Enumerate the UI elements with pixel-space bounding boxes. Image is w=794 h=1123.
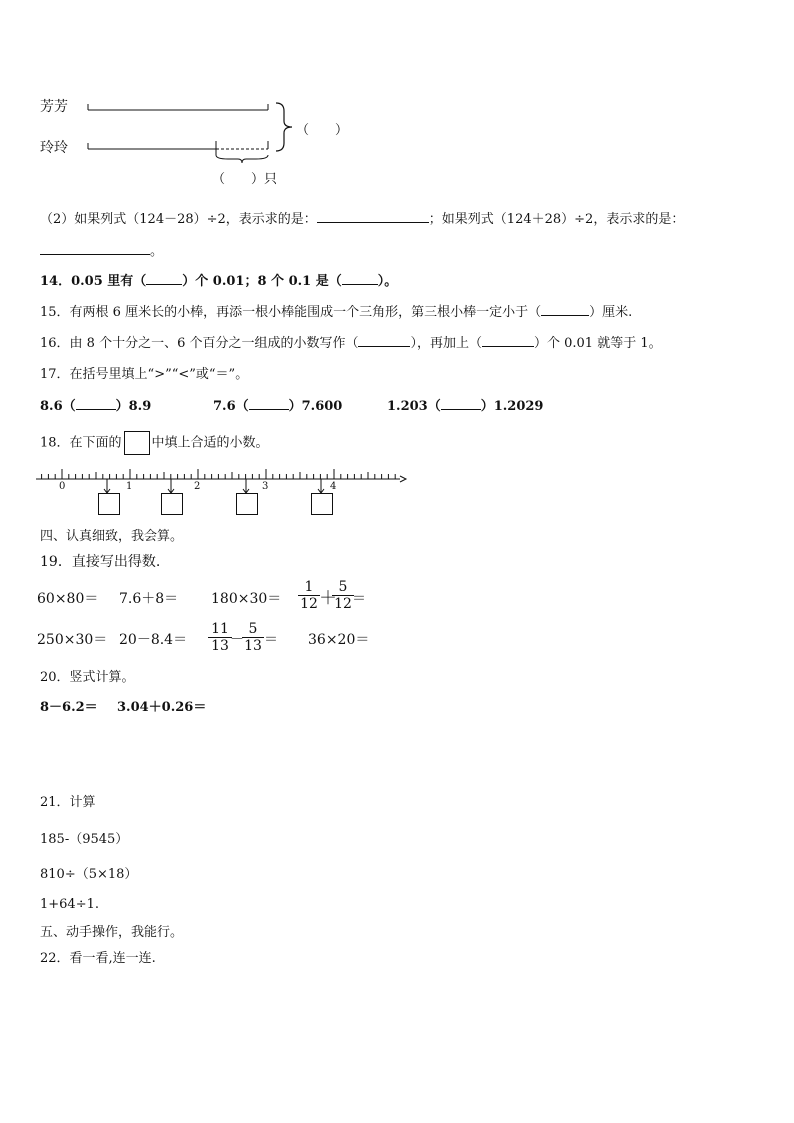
compare-item-3: 1.203（ ）1.2029	[387, 399, 544, 414]
calc-6: 20－8.4＝	[119, 632, 188, 648]
equals-sign-2: ＝	[264, 632, 278, 648]
answer-box-4[interactable]	[311, 493, 333, 515]
question-22: 22．看一看,连一连.	[40, 951, 156, 966]
question-21-title: 21．计算	[40, 795, 96, 810]
fraction-3: $\frac{11}{13}$	[208, 621, 232, 654]
calc-8: 36×20＝	[308, 632, 370, 648]
equals-sign-1: ＝	[352, 591, 366, 607]
calc-item-2: 810÷（5×18）	[40, 867, 138, 882]
section-4-heading: 四、认真细致，我会算。	[40, 529, 184, 544]
calc-item-3: 1+64÷1.	[40, 897, 100, 912]
tick-label-0: 0	[59, 481, 66, 492]
name-fangfang: 芳芳	[40, 99, 68, 115]
section-5-heading: 五、动手操作，我能行。	[40, 925, 184, 940]
vertical-calc-2: 3.04＋0.26＝	[117, 700, 207, 715]
answer-box-3[interactable]	[236, 493, 258, 515]
question-19-title: 19．直接写出得数.	[40, 554, 161, 570]
answer-box-2[interactable]	[161, 493, 183, 515]
question-15: 15．有两根 6 厘米长的小棒，再添一根小棒能围成一个三角形，第三根小棒一定小于（ ）厘米.	[40, 305, 633, 320]
question-17-title: 17．在括号里填上“>”“<”或“＝”。	[40, 367, 249, 382]
question-20-title: 20．竖式计算。	[40, 670, 135, 685]
question-16: 16．由 8 个十分之一、6 个百分之一组成的小数写作（ ），再加上（ ）个 0.01 就等于 1。	[40, 336, 662, 351]
tick-label-2: 2	[194, 481, 201, 492]
segment-diagram	[80, 95, 300, 170]
q13-part2-line: （2）如果列式（124－28）÷2，表示求的是： ；如果列式（124＋28）÷2，表示求的是：	[40, 212, 685, 227]
difference-paren: （ ）只	[212, 172, 278, 187]
name-lingling: 玲玲	[40, 140, 68, 156]
fraction-1: $\frac{1}{12}$	[298, 579, 320, 612]
compare-item-2: 7.6（ ）7.600	[213, 399, 343, 414]
vertical-calc-1: 8－6.2＝	[40, 700, 98, 715]
fraction-2: $\frac{5}{12}$	[332, 579, 354, 612]
compare-item-1: 8.6（ ）8.9	[40, 399, 152, 414]
calc-1: 60×80＝	[37, 591, 99, 607]
calc-item-1: 185-（9545）	[40, 832, 129, 847]
tick-label-3: 3	[262, 481, 269, 492]
answer-box-1[interactable]	[98, 493, 120, 515]
calc-2: 7.6＋8＝	[119, 591, 179, 607]
answer-box-inline	[124, 431, 150, 455]
calc-3: 180×30＝	[211, 591, 282, 607]
tick-label-1: 1	[126, 481, 133, 492]
fraction-4: $\frac{5}{13}$	[242, 621, 264, 654]
calc-5: 250×30＝	[37, 632, 108, 648]
q13-part2-end: 。	[40, 240, 163, 259]
question-14: 14．0.05 里有（ ）个 0.01；8 个 0.1 是（ ）。	[40, 274, 398, 289]
minus-sign: －	[230, 632, 244, 648]
plus-sign: ＋	[319, 588, 337, 609]
total-paren: （ ）	[296, 123, 349, 138]
question-18-title: 18．在下面的 中填上合适的小数。	[40, 431, 269, 455]
tick-label-4: 4	[330, 481, 337, 492]
